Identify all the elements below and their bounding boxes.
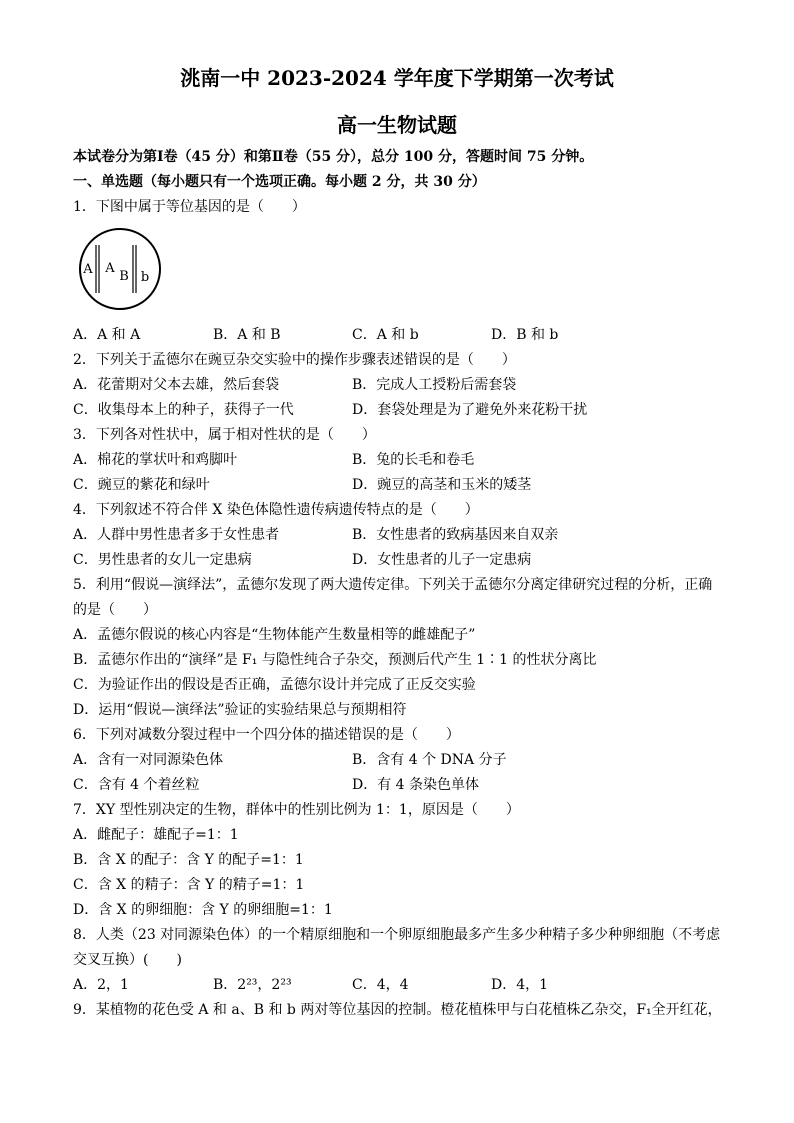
q4-option-a: A．人群中男性患者多于女性患者 bbox=[73, 527, 280, 543]
q4-option-b: B．女性患者的致病基因来自双亲 bbox=[352, 527, 559, 543]
q8-option-a: A．2，1 bbox=[73, 977, 129, 993]
q7-stem: 7．XY 型性别决定的生物，群体中的性别比例为 1：1，原因是（ ） bbox=[73, 802, 520, 818]
q3-option-b: B．兔的长毛和卷毛 bbox=[352, 452, 475, 468]
q6-option-c: C．含有 4 个着丝粒 bbox=[73, 777, 200, 793]
q5-stem-line-2: 的是（ ） bbox=[73, 602, 157, 618]
q4-options-row-2 bbox=[73, 548, 773, 573]
q1-figure bbox=[73, 220, 773, 323]
q2-option-a: A．花蕾期对父本去雄，然后套袋 bbox=[73, 377, 280, 393]
q5-option-c: C．为验证作出的假设是否正确，孟德尔设计并完成了正反交实验 bbox=[73, 677, 476, 693]
q8-options bbox=[73, 973, 773, 998]
q9-stem: 9．某植物的花色受 A 和 a、B 和 b 两对等位基因的控制。橙花植株甲与白花植株乙杂交，F₁全开红花， bbox=[73, 1002, 722, 1018]
q3-option-a: A．棉花的掌状叶和鸡脚叶 bbox=[73, 452, 238, 468]
q8-option-b: B．2²³，2²³ bbox=[213, 977, 292, 993]
q2-option-b: B．完成人工授粉后需套袋 bbox=[352, 377, 517, 393]
exam-title: 洮南一中 2023-2024 学年度下学期第一次考试 bbox=[180, 66, 614, 90]
q1-stem: 1．下图中属于等位基因的是（ ） bbox=[73, 199, 306, 215]
q3-options-row-2 bbox=[73, 473, 773, 498]
q6-stem: 6．下列对减数分裂过程中一个四分体的描述错误的是（ ） bbox=[73, 727, 460, 743]
q1-option-d: D．B 和 b bbox=[491, 327, 559, 343]
q7-option-b: B．含 X 的配子：含 Y 的配子=1：1 bbox=[73, 852, 304, 868]
q2-options-row-1 bbox=[73, 373, 773, 398]
q8-stem-line-1: 8．人类（23 对同源染色体）的一个精原细胞和一个卵原细胞最多产生多少种精子多少种卵细胞（不考虑 bbox=[73, 927, 721, 943]
q4-option-c: C．男性患者的女儿一定患病 bbox=[73, 552, 252, 568]
q8-option-c: C．4，4 bbox=[352, 977, 409, 993]
gene-label-4: b bbox=[140, 270, 150, 285]
q3-stem: 3．下列各对性状中，属于相对性状的是（ ） bbox=[73, 427, 376, 443]
q7-option-c: C．含 X 的精子：含 Y 的精子=1：1 bbox=[73, 877, 305, 893]
q6-options-row-1 bbox=[73, 748, 773, 773]
exam-body bbox=[73, 145, 773, 1023]
gene-label-1: A bbox=[83, 262, 93, 277]
q3-option-c: C．豌豆的紫花和绿叶 bbox=[73, 477, 210, 493]
q6-option-d: D．有 4 条染色单体 bbox=[352, 777, 480, 793]
q5-option-b: B．孟德尔作出的“演绎”是 F₁ 与隐性纯合子杂交，预测后代产生 1∶1 的性状分离比 bbox=[73, 652, 597, 668]
q8-stem-line-2: 交叉互换）( ) bbox=[73, 952, 182, 968]
q4-options-row-1 bbox=[73, 523, 773, 548]
q1-option-b: B．A 和 B bbox=[213, 327, 281, 343]
q2-option-d: D．套袋处理是为了避免外来花粉干扰 bbox=[352, 402, 588, 418]
q1-option-c: C．A 和 b bbox=[352, 327, 419, 343]
q2-option-c: C．收集母本上的种子，获得子一代 bbox=[73, 402, 294, 418]
exam-instructions: 本试卷分为第Ⅰ卷（45 分）和第Ⅱ卷（55 分），总分 100 分，答题时间 75 分钟。 bbox=[73, 149, 594, 165]
gene-label-2: A bbox=[105, 261, 115, 276]
q2-options-row-2 bbox=[73, 398, 773, 423]
section-heading: 一、单选题（每小题只有一个选项正确。每小题 2 分，共 30 分） bbox=[73, 174, 486, 190]
q5-stem-line-1: 5．利用“假说—演绎法”，孟德尔发现了两大遗传定律。下列关于孟德尔分离定律研究过程的分析，正确 bbox=[73, 577, 713, 593]
q1-options bbox=[73, 323, 773, 348]
q5-option-d: D．运用“假说—演绎法”验证的实验结果总与预期相符 bbox=[73, 702, 407, 718]
exam-subtitle: 高一生物试题 bbox=[337, 113, 457, 137]
q6-options-row-2 bbox=[73, 773, 773, 798]
q6-option-a: A．含有一对同源染色体 bbox=[73, 752, 224, 768]
q4-stem: 4．下列叙述不符合伴 X 染色体隐性遗传病遗传特点的是（ ） bbox=[73, 502, 479, 518]
q7-option-d: D．含 X 的卵细胞：含 Y 的卵细胞=1：1 bbox=[73, 902, 333, 918]
q6-option-b: B．含有 4 个 DNA 分子 bbox=[352, 752, 507, 768]
cell-chromosome-diagram bbox=[73, 220, 173, 323]
q3-option-d: D．豌豆的高茎和玉米的矮茎 bbox=[352, 477, 532, 493]
q7-option-a: A．雌配子：雄配子=1：1 bbox=[73, 827, 239, 843]
q3-options-row-1 bbox=[73, 448, 773, 473]
q8-option-d: D．4，1 bbox=[491, 977, 549, 993]
q2-stem: 2．下列关于孟德尔在豌豆杂交实验中的操作步骤表述错误的是（ ） bbox=[73, 352, 516, 368]
q1-option-a: A．A 和 A bbox=[73, 327, 141, 343]
q5-option-a: A．孟德尔假说的核心内容是“生物体能产生数量相等的雌雄配子” bbox=[73, 627, 476, 643]
gene-label-3: B bbox=[119, 269, 129, 284]
q4-option-d: D．女性患者的儿子一定患病 bbox=[352, 552, 532, 568]
